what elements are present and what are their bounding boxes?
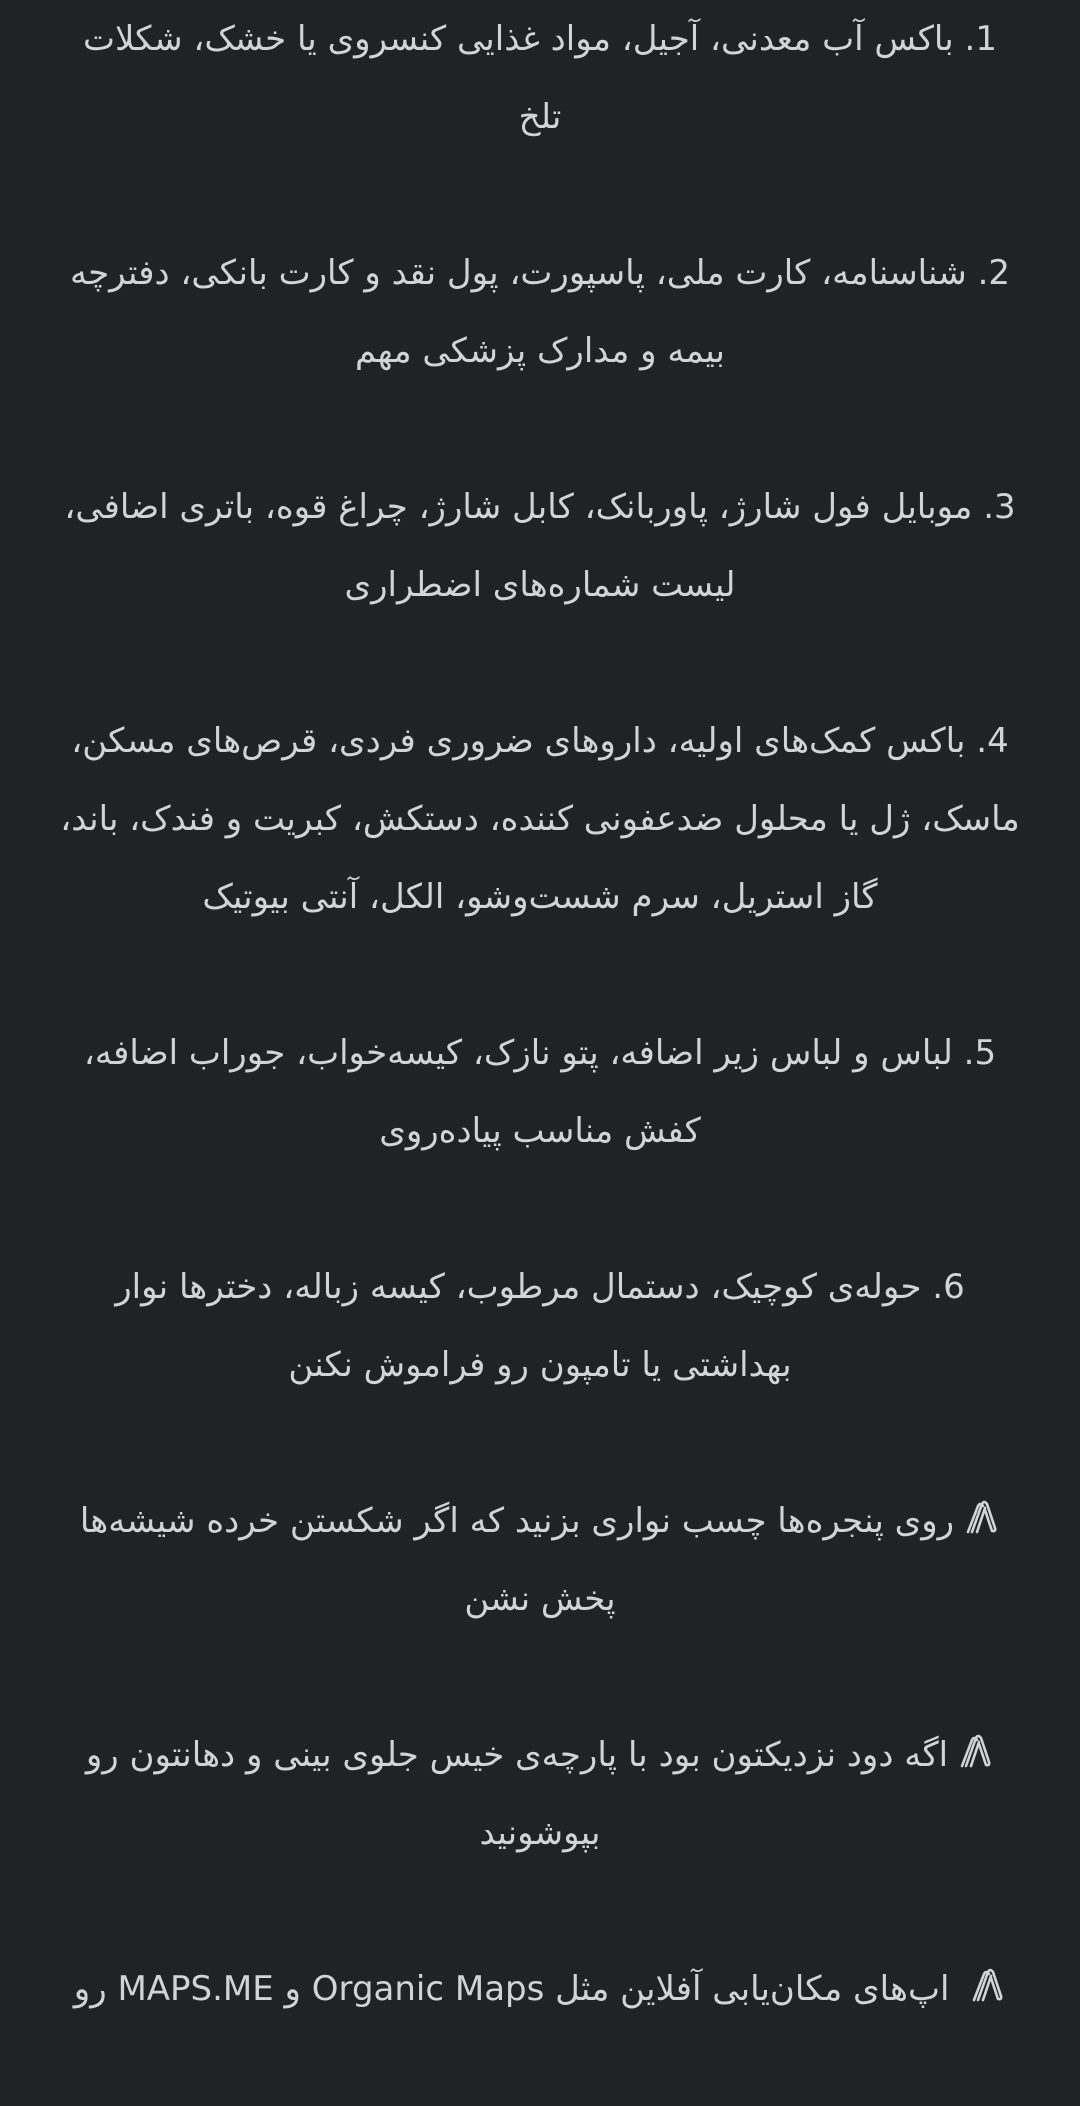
tip-item [60, 1716, 1020, 1872]
list-item: 3. موبایل فول شارژ، پاوربانک، کابل شارژ، چراغ قوه، باتری اضافی، لیست شماره‌های اضطراری [64, 487, 1016, 605]
paperclip-icon [966, 1966, 1006, 2006]
tip-text: اگه دود نزدیکتون بود با پارچه‌ی خیس جلوی بینی و دهانتون رو بپوشونید [85, 1735, 949, 1853]
paperclip-icon [960, 1498, 1000, 1538]
list-item: 2. شناسنامه، کارت ملی، پاسپورت، پول نقد و کارت بانکی، دفترچه بیمه و مدارک پزشکی مهم [69, 253, 1011, 371]
tip-text: روی پنجره‌ها چسب نواری بزنید که اگر شکستن خرده شیشه‌ها پخش نشن [79, 1501, 955, 1619]
list-item: 1. باکس آب معدنی، آجیل، مواد غذایی کنسروی یا خشک، شکلات تلخ [83, 19, 997, 137]
list-item: 5. لباس و لباس زیر اضافه، پتو نازک، کیسه‌خواب، جوراب اضافه، کفش مناسب پیاده‌روی [83, 1033, 997, 1151]
list-item: 4. باکس کمک‌های اولیه، داروهای ضروری فردی، قرص‌های مسکن، ماسک، ژل یا محلول ضدعفونی کننده، دستکش، کبریت و فندک، باند، گاز استریل، سرم شست‌وشو، الکل، آنتی بیوتیک [60, 721, 1020, 917]
tip-item [60, 1950, 1020, 2028]
tip-item [60, 1482, 1020, 1638]
tip-text: اپ‌های مکان‌یابی آفلاین مثل Organic Maps و MAPS.ME رو [73, 1969, 961, 2009]
paperclip-icon [954, 1732, 994, 1772]
list-item: 6. حوله‌ی کوچیک، دستمال مرطوب، کیسه زباله، دخترها نوار بهداشتی یا تامپون رو فراموش نکنن [115, 1267, 965, 1385]
